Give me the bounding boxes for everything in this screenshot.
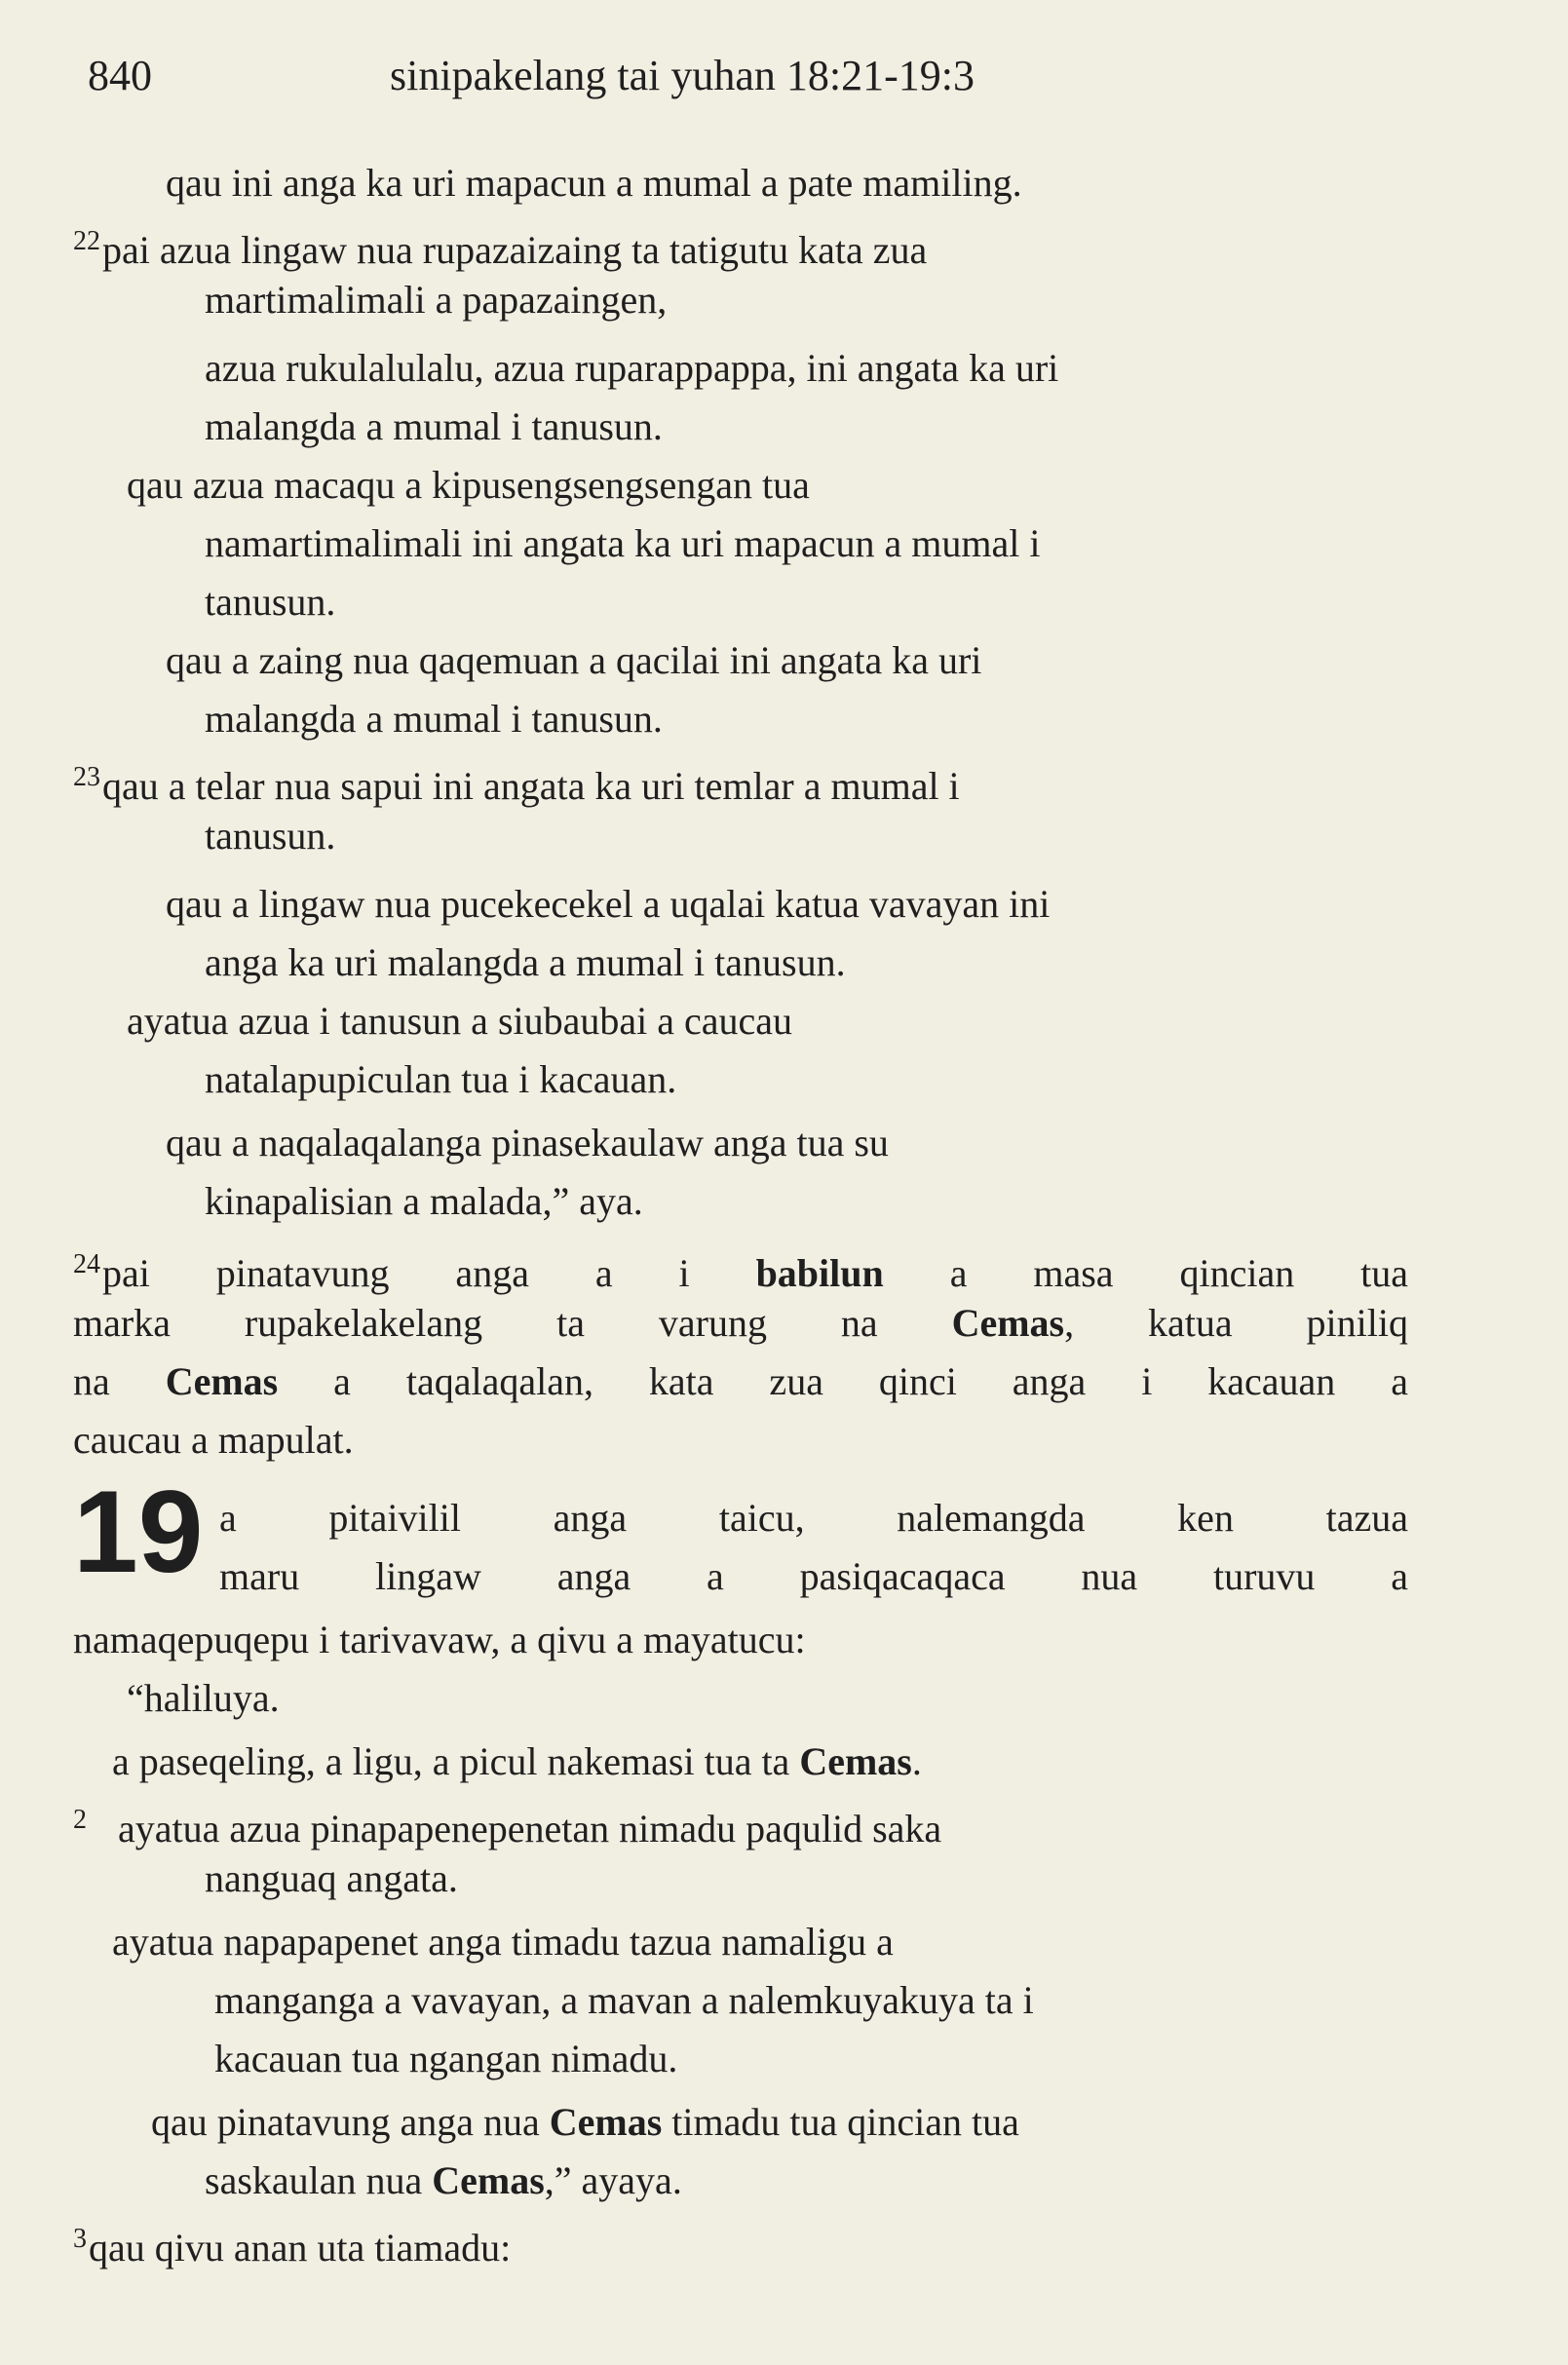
text-line: malangda a mumal i tanusun. xyxy=(205,697,663,741)
text-line: kinapalisian a malada,” aya. xyxy=(205,1179,643,1223)
text-line: $^{22}$pai azua lingaw nua rupazaizaing ta tatigutu kata zua xyxy=(73,226,928,272)
divine-name: Cemas xyxy=(799,1739,912,1783)
text-line: “haliluya. xyxy=(127,1676,280,1720)
text-line: qau a naqalaqalanga pinasekaulaw anga tua su xyxy=(166,1121,889,1164)
verse-number: 3 xyxy=(73,2224,87,2254)
divine-name: Cemas xyxy=(432,2158,545,2202)
text-line: kacauan tua ngangan nimadu. xyxy=(214,2037,678,2080)
text-line: a paseqeling, a ligu, a picul nakemasi tua ta Cemas. xyxy=(112,1739,922,1783)
text-line: ayatua napapapenet anga timadu tazua namaligu a xyxy=(112,1920,894,1964)
text-line: anga ka uri malangda a mumal i tanusun. xyxy=(205,940,846,984)
text-line: $^{24}$pai pinatavung anga a i babilun a masa qincian tua xyxy=(73,1249,1408,1295)
page-header xyxy=(88,47,1490,105)
text-line: $^2$ ayatua azua pinapapenepenetan nimadu paqulid saka xyxy=(73,1805,942,1850)
text-line: qau azua macaqu a kipusengsengsengan tua xyxy=(127,463,810,507)
text-line: manganga a vavayan, a mavan a nalemkuyakuya ta i xyxy=(214,1978,1034,2022)
text-line: a pitaivilil anga taicu, nalemangda ken tazua xyxy=(219,1496,1408,1540)
text-line: martimalimali a papazaingen, xyxy=(205,278,668,322)
text-line: malangda a mumal i tanusun. xyxy=(205,404,663,448)
chapter-number: 19 xyxy=(73,1467,204,1597)
divine-name: Cemas xyxy=(549,2100,663,2144)
verse-number: 23 xyxy=(73,762,100,792)
text-line: nanguaq angata. xyxy=(205,1856,458,1900)
divine-name: Cemas xyxy=(951,1301,1065,1345)
place-name: babilun xyxy=(755,1251,884,1295)
text-line: $^3$qau qivu anan uta tiamadu: xyxy=(73,2224,512,2270)
text-line: natalapupiculan tua i kacauan. xyxy=(205,1057,677,1101)
text-line: marka rupakelakelang ta varung na Cemas, katua piniliq xyxy=(73,1301,1409,1345)
text-line: $^{23}$qau a telar nua sapui ini angata ka uri temlar a mumal i xyxy=(73,762,960,808)
text-line: qau pinatavung anga nua Cemas timadu tua qincian tua xyxy=(151,2100,1019,2144)
text-line: tanusun. xyxy=(205,580,336,624)
text-line: azua rukulalulalu, azua ruparappappa, ini angata ka uri xyxy=(205,346,1059,390)
divine-name: Cemas xyxy=(165,1359,279,1403)
text-line: tanusun. xyxy=(205,814,336,858)
running-title: sinipakelang tai yuhan 18:21-19:3 xyxy=(390,52,975,99)
text-line: ayatua azua i tanusun a siubaubai a caucau xyxy=(127,999,793,1043)
verse-number: 22 xyxy=(73,226,100,256)
text-line: namartimalimali ini angata ka uri mapacun a mumal i xyxy=(205,521,1041,565)
text-line: caucau a mapulat. xyxy=(73,1418,354,1462)
text-line: qau a zaing nua qaqemuan a qacilai ini angata ka uri xyxy=(166,638,982,682)
text-line: saskaulan nua Cemas,” ayaya. xyxy=(205,2158,682,2202)
text-line: qau a lingaw nua pucekecekel a uqalai katua vavayan ini xyxy=(166,882,1051,926)
page-number: 840 xyxy=(88,52,152,99)
text-line: maru lingaw anga a pasiqacaqaca nua turuvu a xyxy=(219,1554,1408,1598)
text-line: qau ini anga ka uri mapacun a mumal a pate mamiling. xyxy=(166,161,1022,205)
verse-number: 2 xyxy=(73,1805,87,1835)
text-line: namaqepuqepu i tarivavaw, a qivu a mayatucu: xyxy=(73,1618,806,1661)
text-line: na Cemas a taqalaqalan, kata zua qinci anga i kacauan a xyxy=(73,1359,1408,1403)
verse-number: 24 xyxy=(73,1249,100,1279)
